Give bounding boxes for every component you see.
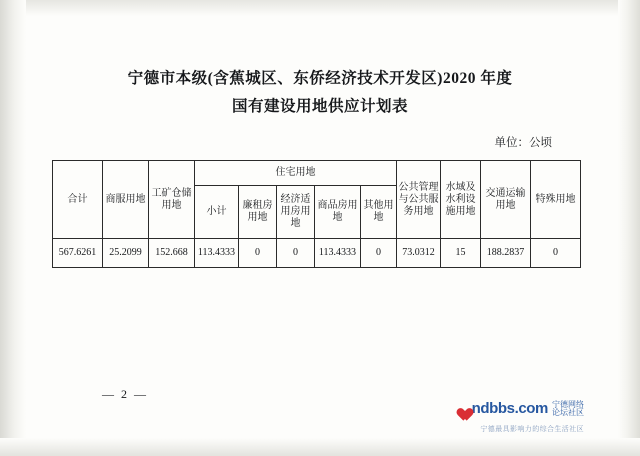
column-header-public-service: 公共管理与公共服务用地: [397, 161, 441, 239]
cell-commodity-housing: 113.4333: [315, 239, 361, 268]
land-supply-plan-table: [52, 160, 581, 268]
column-header-commercial: 商服用地: [103, 161, 149, 239]
column-header-special-use: 特殊用地: [531, 161, 581, 239]
cell-industrial-storage: 152.668: [149, 239, 195, 268]
column-header-industrial-storage: 工矿仓储用地: [149, 161, 195, 239]
document-title-line-1: 宁德市本级(含蕉城区、东侨经济技术开发区)2020 年度: [127, 70, 513, 87]
cell-public-service: 73.0312: [397, 239, 441, 268]
watermark-subtitle: 宁德最具影响力的综合生活社区: [480, 426, 584, 433]
cell-residential-subtotal: 113.4333: [195, 239, 239, 268]
watermark-brand-text: ndbbs.com: [471, 400, 548, 417]
cell-transportation: 188.2837: [481, 239, 531, 268]
column-group-header-residential: 住宅用地: [195, 161, 397, 186]
table-header-row-group: [53, 161, 581, 186]
cell-commercial: 25.2099: [103, 239, 149, 268]
column-header-residential-subtotal: 小计: [195, 186, 239, 239]
cell-affordable-housing: 0: [277, 239, 315, 268]
column-header-transportation: 交通运输用地: [481, 161, 531, 239]
watermark-brand-cn-line1: 宁德网络: [552, 399, 584, 409]
page-number: — 2 —: [102, 387, 148, 401]
heart-icon: [453, 401, 470, 417]
cell-low-rent-housing: 0: [239, 239, 277, 268]
cell-special-use: 0: [531, 239, 581, 268]
column-header-water-facilities: 水域及水利设施用地: [441, 161, 481, 239]
cell-water-facilities: 15: [441, 239, 481, 268]
column-header-low-rent-housing: 廉租房用地: [239, 186, 277, 239]
document-content: [30, 0, 610, 456]
document-title-line-2: 国有建设用地供应计划表: [231, 98, 408, 115]
site-watermark-logo: [453, 400, 584, 417]
column-header-affordable-housing: 经济适用房用地: [277, 186, 315, 239]
watermark-brand-cn-line2: 论坛社区: [552, 407, 584, 417]
cell-total: 567.6261: [53, 239, 103, 268]
page-edge-right: [618, 0, 640, 456]
watermark-brand-cn: [552, 401, 584, 417]
column-header-total: 合计: [53, 161, 103, 239]
page-edge-left: [0, 0, 26, 456]
table-row: [53, 239, 581, 268]
column-header-other-residential: 其他用地: [361, 186, 397, 239]
cell-other-residential: 0: [361, 239, 397, 268]
unit-label: 单位：公顷: [494, 137, 552, 149]
column-header-commodity-housing: 商品房用地: [315, 186, 361, 239]
